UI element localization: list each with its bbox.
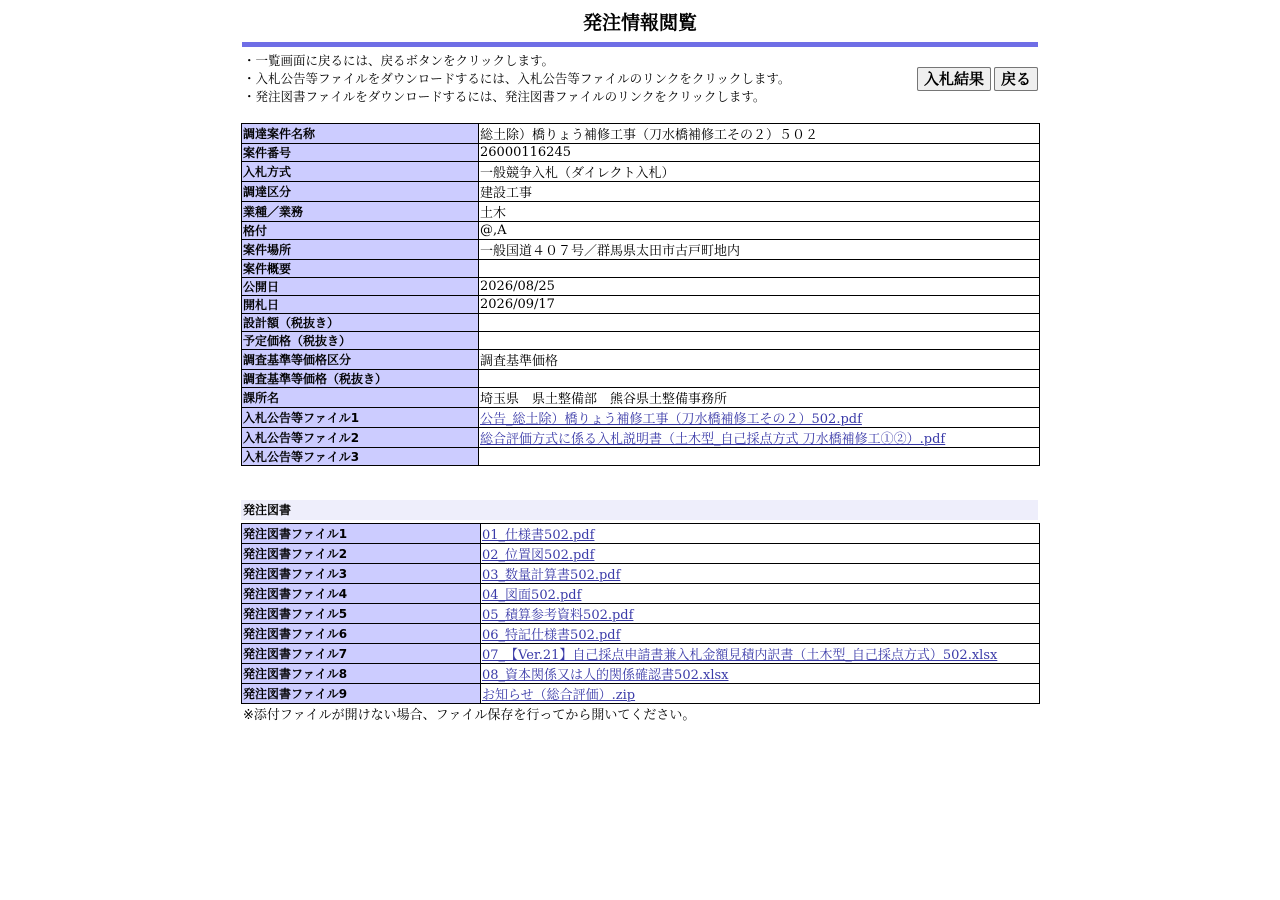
row-value xyxy=(479,332,1040,350)
table-row xyxy=(242,644,1040,664)
row-value: 調査基準価格 xyxy=(479,350,1040,370)
row-label: 発注図書ファイル6 xyxy=(242,624,481,644)
row-label: 発注図書ファイル7 xyxy=(242,644,481,664)
table-row xyxy=(242,684,1040,704)
instruction-item: ・入札公告等ファイルをダウンロードするには、入札公告等ファイルのリンクをクリックします。 xyxy=(243,71,791,86)
row-label: 開札日 xyxy=(242,296,479,314)
row-label: 案件概要 xyxy=(242,260,479,278)
table-row xyxy=(242,604,1040,624)
table-row xyxy=(242,624,1040,644)
table-row xyxy=(242,664,1040,684)
file-download-link[interactable]: 04_図面502.pdf xyxy=(482,588,582,603)
row-value xyxy=(481,564,1040,584)
file-download-link[interactable]: 07_【Ver.21】自己採点申請書兼入札金額見積内訳書（土木型_自己採点方式）502.xlsx xyxy=(482,648,998,663)
row-label: 発注図書ファイル2 xyxy=(242,544,481,564)
table-row xyxy=(242,332,1040,350)
table-row xyxy=(242,544,1040,564)
table-row xyxy=(242,260,1040,278)
row-value: 土木 xyxy=(479,202,1040,222)
footer-note: ※添付ファイルが開けない場合、ファイル保存を行ってから開いてください。 xyxy=(243,708,696,723)
row-label: 発注図書ファイル8 xyxy=(242,664,481,684)
file-download-link[interactable]: お知らせ（総合評価）.zip xyxy=(482,688,636,703)
row-label: 格付 xyxy=(242,222,479,240)
table-row xyxy=(242,182,1040,202)
file-download-link[interactable]: 08_資本関係又は人的関係確認書502.xlsx xyxy=(482,668,729,683)
row-label: 公開日 xyxy=(242,278,479,296)
row-label: 入札公告等ファイル2 xyxy=(242,428,479,448)
row-value xyxy=(479,314,1040,332)
action-buttons xyxy=(917,67,1038,91)
row-value xyxy=(479,408,1040,428)
instruction-item: ・一覧画面に戻るには、戻るボタンをクリックします。 xyxy=(243,53,555,68)
row-label: 入札公告等ファイル1 xyxy=(242,408,479,428)
file-download-link[interactable]: 05_積算参考資料502.pdf xyxy=(482,608,634,623)
instructions-area xyxy=(241,47,1039,123)
table-row xyxy=(242,350,1040,370)
file-download-link[interactable]: 02_位置図502.pdf xyxy=(482,548,595,563)
row-value: 一般競争入札（ダイレクト入札） xyxy=(479,162,1040,182)
table-row xyxy=(242,408,1040,428)
table-row xyxy=(242,584,1040,604)
row-value: 2026/08/25 xyxy=(479,278,1040,296)
row-label: 予定価格（税抜き） xyxy=(242,332,479,350)
table-row xyxy=(242,564,1040,584)
row-label: 課所名 xyxy=(242,388,479,408)
row-value xyxy=(481,664,1040,684)
row-value: 2026/09/17 xyxy=(479,296,1040,314)
table-row xyxy=(242,524,1040,544)
row-value: 一般国道４０７号／群馬県太田市古戸町地内 xyxy=(479,240,1040,260)
details-table xyxy=(241,123,1040,466)
file-download-link[interactable]: 総合評価方式に係る入札説明書（土木型_自己採点方式 刀水橋補修工①②）.pdf xyxy=(480,432,946,447)
row-value xyxy=(479,448,1040,466)
table-row xyxy=(242,240,1040,260)
row-value xyxy=(481,644,1040,664)
back-button[interactable]: 戻る xyxy=(994,67,1038,91)
table-row xyxy=(242,314,1040,332)
row-label: 発注図書ファイル1 xyxy=(242,524,481,544)
row-label: 調査基準等価格（税抜き） xyxy=(242,370,479,388)
row-label: 業種／業務 xyxy=(242,202,479,222)
file-download-link[interactable]: 06_特記仕様書502.pdf xyxy=(482,628,621,643)
row-value xyxy=(481,524,1040,544)
row-label: 案件場所 xyxy=(242,240,479,260)
row-label: 発注図書ファイル3 xyxy=(242,564,481,584)
file-download-link[interactable]: 公告_総土除）橋りょう補修工事（刀水橋補修工その２）502.pdf xyxy=(480,412,862,427)
page-container xyxy=(241,0,1039,725)
table-row xyxy=(242,370,1040,388)
table-row xyxy=(242,144,1040,162)
table-row xyxy=(242,448,1040,466)
table-row xyxy=(242,222,1040,240)
row-label: 調達案件名称 xyxy=(242,124,479,144)
row-label: 調達区分 xyxy=(242,182,479,202)
row-label: 発注図書ファイル4 xyxy=(242,584,481,604)
row-value xyxy=(479,428,1040,448)
table-row xyxy=(242,278,1040,296)
row-label: 設計額（税抜き） xyxy=(242,314,479,332)
row-value: 建設工事 xyxy=(479,182,1040,202)
row-value xyxy=(481,604,1040,624)
row-label: 発注図書ファイル5 xyxy=(242,604,481,624)
bid-result-button[interactable]: 入札結果 xyxy=(917,67,991,91)
table-row xyxy=(242,428,1040,448)
row-value: @,A xyxy=(479,222,1040,240)
row-value: 26000116245 xyxy=(479,144,1040,162)
instruction-item: ・発注図書ファイルをダウンロードするには、発注図書ファイルのリンクをクリックします。 xyxy=(243,89,766,104)
row-value xyxy=(481,624,1040,644)
file-download-link[interactable]: 03_数量計算書502.pdf xyxy=(482,568,621,583)
row-value xyxy=(481,684,1040,704)
documents-section-header: 発注図書 xyxy=(241,500,1038,520)
row-value xyxy=(479,260,1040,278)
row-value: 埼玉県 県土整備部 熊谷県土整備事務所 xyxy=(479,388,1040,408)
instructions-list xyxy=(243,52,790,106)
table-row xyxy=(242,296,1040,314)
table-row xyxy=(242,124,1040,144)
row-label: 案件番号 xyxy=(242,144,479,162)
file-download-link[interactable]: 01_仕様書502.pdf xyxy=(482,528,595,543)
row-label: 調査基準等価格区分 xyxy=(242,350,479,370)
table-row xyxy=(242,202,1040,222)
row-value xyxy=(481,544,1040,564)
documents-table xyxy=(241,523,1040,704)
table-row xyxy=(242,388,1040,408)
row-label: 入札方式 xyxy=(242,162,479,182)
row-value xyxy=(481,584,1040,604)
row-label: 発注図書ファイル9 xyxy=(242,684,481,704)
row-value xyxy=(479,370,1040,388)
page-title: 発注情報閲覧 xyxy=(582,12,697,34)
table-row xyxy=(242,162,1040,182)
row-value: 総土除）橋りょう補修工事（刀水橋補修工その２）５０２ xyxy=(479,124,1040,144)
row-label: 入札公告等ファイル3 xyxy=(242,448,479,466)
